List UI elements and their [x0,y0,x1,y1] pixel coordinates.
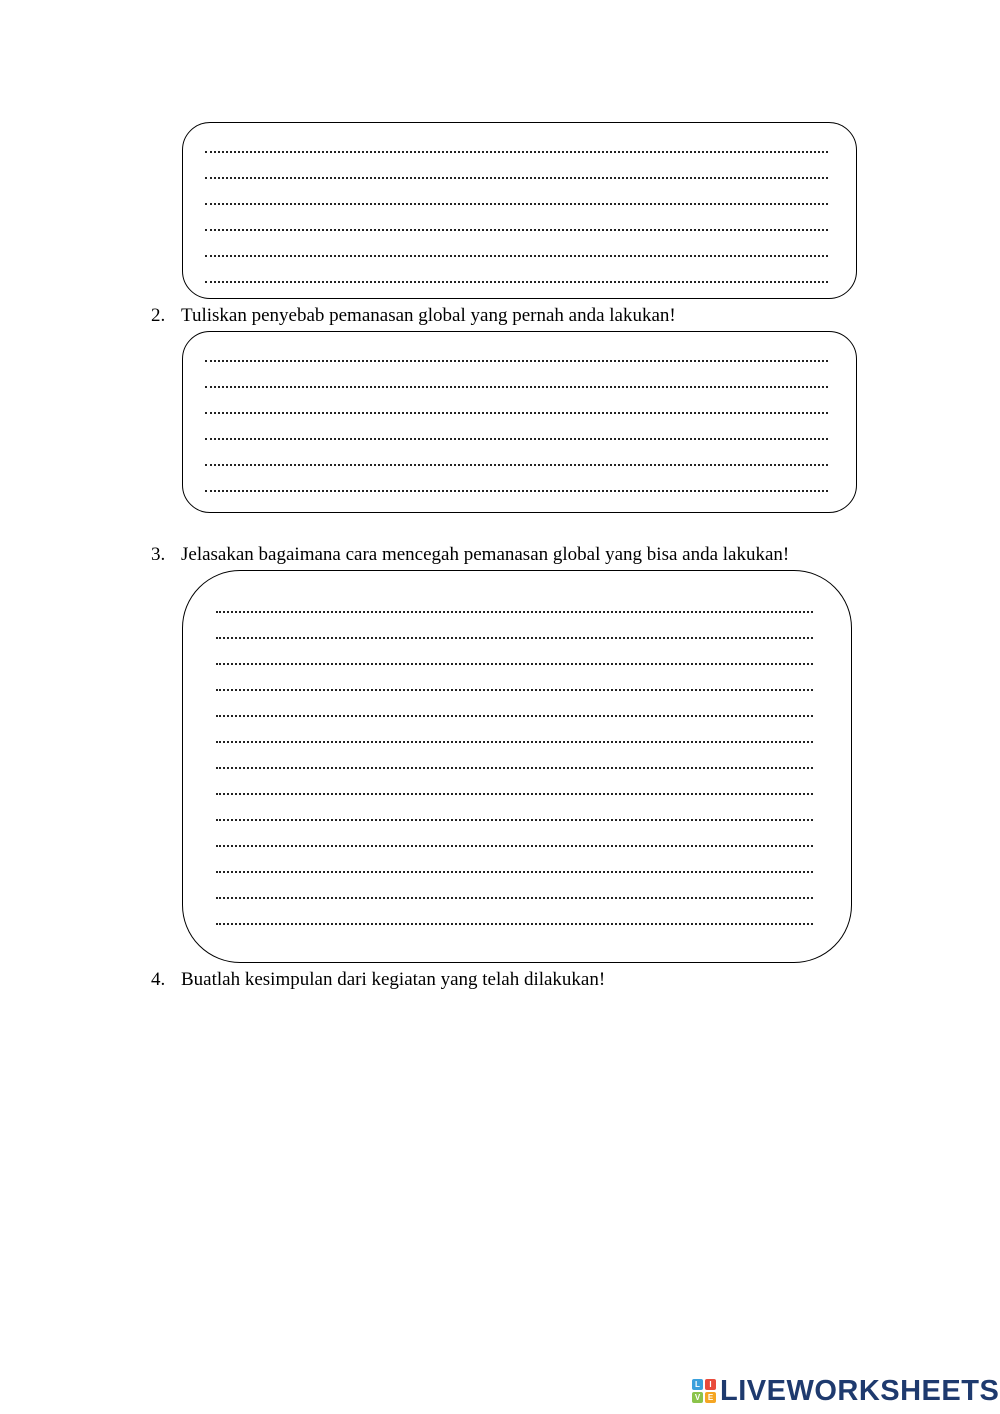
dotted-answer-line [216,845,813,847]
dotted-answer-line [216,897,813,899]
dotted-answer-line [205,203,828,205]
dotted-answer-line [216,871,813,873]
answer-lines-2 [205,332,828,512]
answer-box-2[interactable] [182,331,857,513]
dotted-answer-line [216,819,813,821]
answer-box-1[interactable] [182,122,857,299]
dotted-answer-line [216,741,813,743]
logo-square-e: E [705,1392,716,1403]
dotted-answer-line [205,464,828,466]
question-2-number: 2. [151,305,166,326]
dotted-answer-line [205,151,828,153]
question-4 [151,969,851,991]
logo-icon [692,1379,716,1403]
dotted-answer-line [205,490,828,492]
dotted-answer-line [216,715,813,717]
dotted-answer-line [216,767,813,769]
answer-lines-3 [216,571,813,962]
question-3-text: Jelasakan bagaimana cara mencegah pemanasan global yang bisa anda lakukan! [181,544,790,565]
answer-lines-1 [205,123,828,298]
logo-text: LIVEWORKSHEETS [720,1374,1000,1407]
dotted-answer-line [205,255,828,257]
dotted-answer-line [205,386,828,388]
dotted-answer-line [216,689,813,691]
logo-square-l: L [692,1379,703,1390]
dotted-answer-line [216,793,813,795]
dotted-answer-line [205,177,828,179]
logo-square-i: I [705,1379,716,1390]
liveworksheets-logo [692,1374,999,1408]
question-2-text: Tuliskan penyebab pemanasan global yang pernah anda lakukan! [181,305,676,326]
question-2 [151,305,851,327]
dotted-answer-line [216,663,813,665]
dotted-answer-line [205,412,828,414]
dotted-answer-line [216,611,813,613]
dotted-answer-line [205,438,828,440]
dotted-answer-line [205,229,828,231]
question-3 [151,544,871,566]
dotted-answer-line [216,923,813,925]
dotted-answer-line [205,360,828,362]
question-4-number: 4. [151,969,166,990]
question-4-text: Buatlah kesimpulan dari kegiatan yang telah dilakukan! [181,969,606,990]
answer-box-3[interactable] [182,570,852,963]
dotted-answer-line [216,637,813,639]
question-3-number: 3. [151,544,166,565]
dotted-answer-line [205,281,828,283]
logo-square-v: V [692,1392,703,1403]
